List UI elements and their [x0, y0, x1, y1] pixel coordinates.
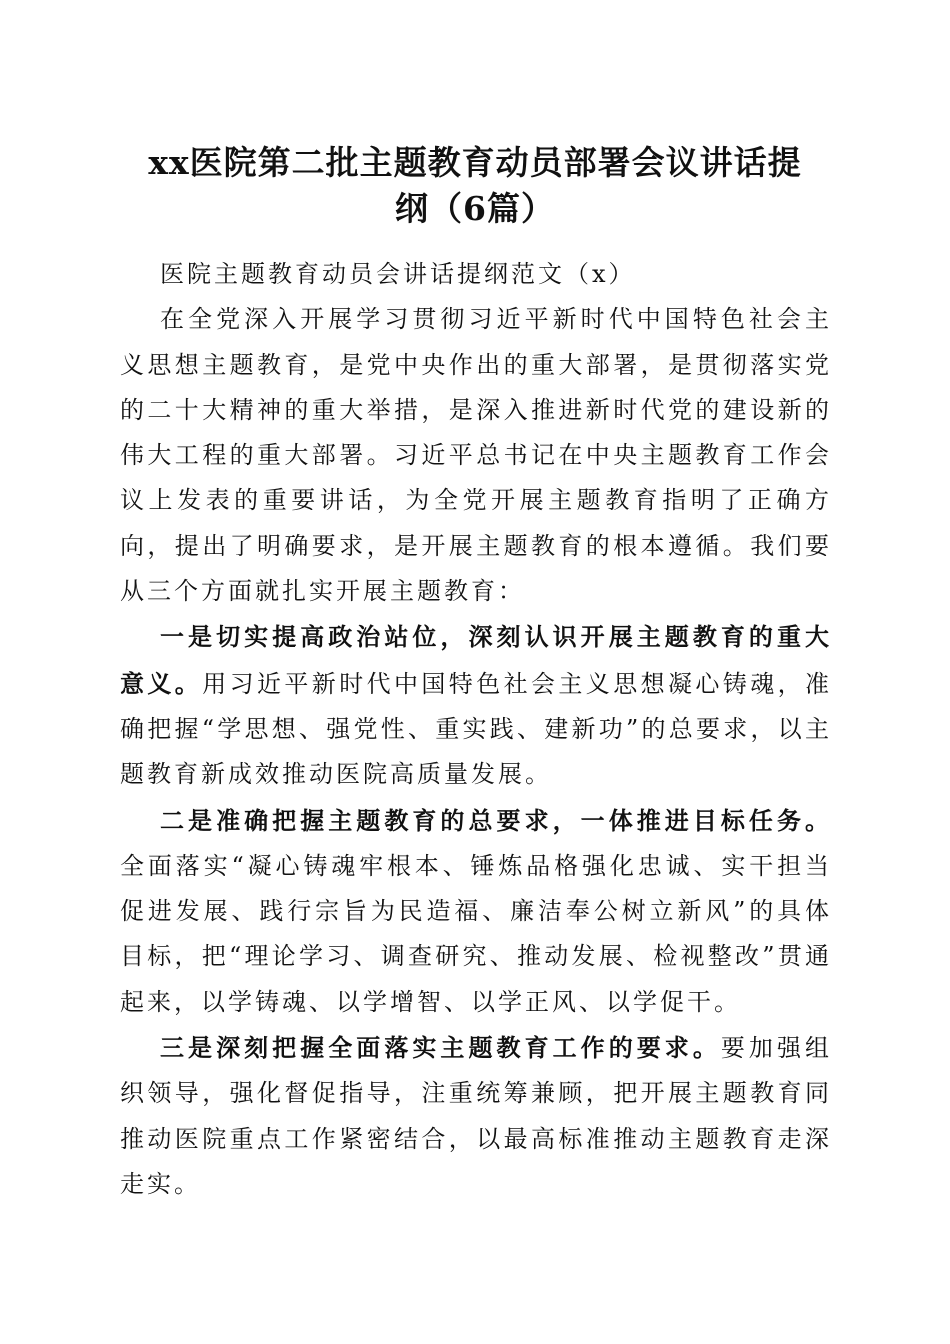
document-subtitle: 医院主题教育动员会讲话提纲范文（x） — [160, 260, 636, 288]
title-line-1: xx医院第二批主题教育动员部署会议讲话提 — [148, 143, 802, 182]
point-text-2: 全面落实“凝心铸魂牢根本、锤炼品格强化忠诚、实干担当促进发展、践行宗旨为民造福、廉洁奉公树立新风”的具体目标，把“理论学习、调查研究、推动发展、检视整改”贯通起来，以学铸魂、以学增智、以学正风、以学促干。 — [120, 851, 832, 1016]
document-title — [120, 140, 830, 232]
document-body — [120, 252, 832, 1207]
point-paragraph-1 — [120, 614, 832, 797]
intro-paragraph: 在全党深入开展学习贯彻习近平新时代中国特色社会主义思想主题教育，是党中央作出的重大部署，是贯彻落实党的二十大精神的重大举措，是深入推进新时代党的建设新的伟大工程的重大部署。习近平总书记在中央主题教育工作会议上发表的重要讲话，为全党开展主题教育指明了正确方向，提出了明确要求，是开展主题教育的根本遵循。我们要从三个方面就扎实开展主题教育： — [120, 305, 832, 606]
title-line-2: 纲（6篇） — [395, 189, 555, 228]
point-paragraph-3 — [120, 1025, 832, 1207]
point-lead-3: 三是深刻把握全面落实主题教育工作的要求。 — [160, 1033, 721, 1063]
point-paragraph-2 — [120, 798, 832, 1025]
point-lead-2: 二是准确把握主题教育的总要求，一体推进目标任务。 — [160, 805, 832, 835]
point-lead-1: 一是切实提高政治站位，深刻认识开展主题教育的重大意义。 — [120, 622, 832, 698]
point-text-1: 用习近平新时代中国特色社会主义思想凝心铸魂，准确把握“学思想、强党性、重实践、建新功”的总要求，以主题教育新成效推动医院高质量发展。 — [120, 669, 833, 789]
point-text-3: 要加强组织领导，强化督促指导，注重统筹兼顾，把开展主题教育同推动医院重点工作紧密结合，以最高标准推动主题教育走深走实。 — [120, 1034, 833, 1198]
